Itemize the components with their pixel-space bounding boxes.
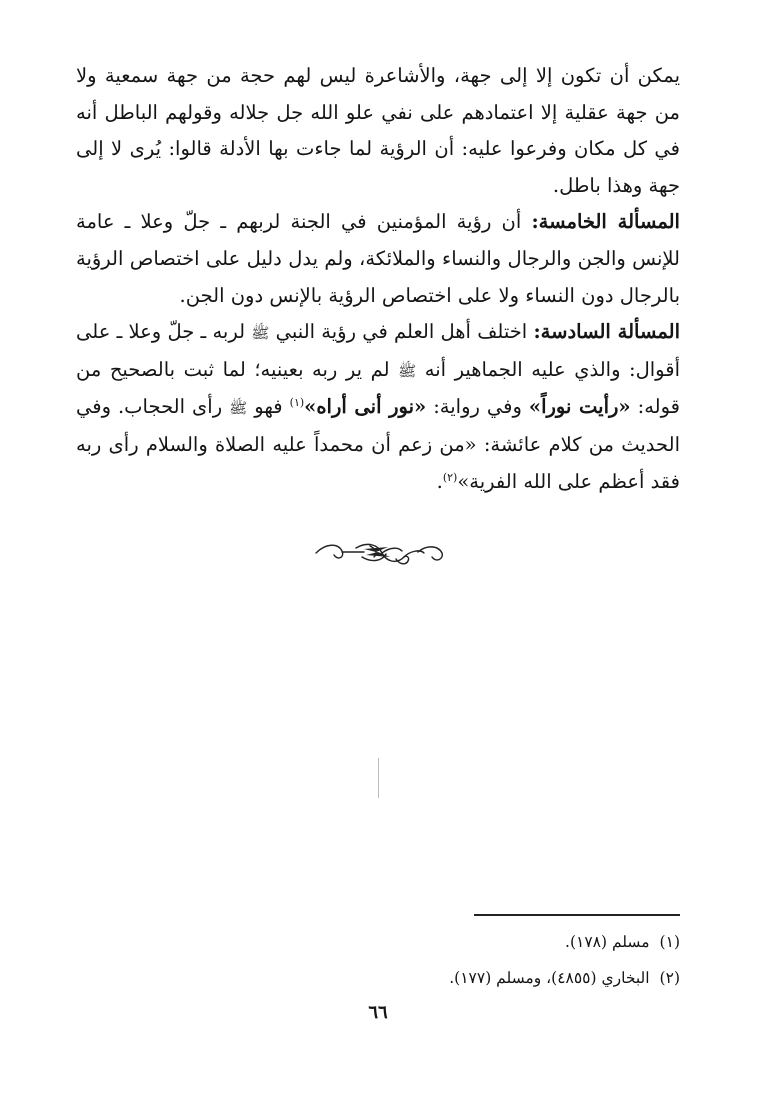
hadith-quote-2: «نور أنى أراه» — [304, 395, 427, 419]
footnote-ref-1[interactable]: (١) — [289, 396, 305, 410]
footnote-2-text: البخاري (٤٨٥٥)، ومسلم (١٧٧). — [449, 969, 650, 987]
issue-five-heading: المسألة الخامسة: — [531, 210, 680, 234]
honorific-glyph: ﷺ — [229, 399, 248, 418]
decorative-flourish-icon — [312, 535, 446, 571]
book-page — [76, 58, 680, 1058]
paragraph-1-text: يمكن أن تكون إلا إلى جهة، والأشاعرة ليس لهم حجة من جهة سمعية ولا من جهة عقلية إلا اعتمادهم على نفي علو الله جل جلاله وقولهم الباطل أنه في كل مكان وفرعوا عليه: أن الرؤية لما جاءت بها الأدلة قالوا: يُرى لا إلى جهة وهذا باطل. — [76, 64, 680, 197]
paragraph-1 — [76, 58, 680, 204]
paragraph-3-text-e: فهو — [254, 395, 283, 419]
footnote-1-number: (١) — [659, 933, 680, 951]
footnote-1 — [76, 924, 680, 960]
paragraph-3 — [76, 314, 680, 500]
footnote-1-text: مسلم (١٧٨). — [565, 933, 650, 951]
honorific-glyph: ﷺ — [251, 324, 270, 343]
paragraph-2 — [76, 204, 680, 314]
paragraph-3-text-a: اختلف أهل العلم في رؤية النبي — [275, 320, 528, 344]
paragraph-3-text-f: رأى الحجاب. وفي الحديث من كلام عائشة: «من زعم أن محمداً عليه الصلاة والسلام رأى ربه فقد أعظم على الله الفرية» — [76, 395, 680, 493]
paragraph-2-text: أن رؤية المؤمنين في الجنة لربهم ـ جلّ وعلا ـ عامة للإنس والجن والرجال والنساء والملائكة، ولم يدل دليل على اختصاص الرؤية بالرجال دون النساء ولا على اختصاص الرؤية بالإنس دون الجن. — [76, 210, 680, 307]
footnote-2 — [76, 960, 680, 996]
footnote-ref-2[interactable]: (٢) — [442, 470, 458, 484]
footnote-separator — [474, 914, 680, 916]
paragraph-3-text-d: وفي رواية: — [433, 395, 522, 419]
scan-mark — [378, 758, 379, 798]
footnote-2-number: (٢) — [659, 969, 680, 987]
issue-six-heading: المسألة السادسة: — [533, 320, 681, 344]
footnotes — [76, 924, 680, 996]
paragraph-3-end: . — [436, 469, 443, 493]
page-number: ٦٦ — [368, 1002, 388, 1023]
paragraph-3-text-c: لم ير ربه بعينيه؛ لما ثبت بالصحيح من قوله: — [76, 357, 680, 419]
paragraph-3-text-b: لربه ـ جلّ وعلا ـ على أقوال: والذي عليه الجماهير أنه — [76, 320, 680, 381]
hadith-quote-1: «رأيت نوراً» — [528, 395, 631, 419]
honorific-glyph: ﷺ — [398, 361, 417, 380]
